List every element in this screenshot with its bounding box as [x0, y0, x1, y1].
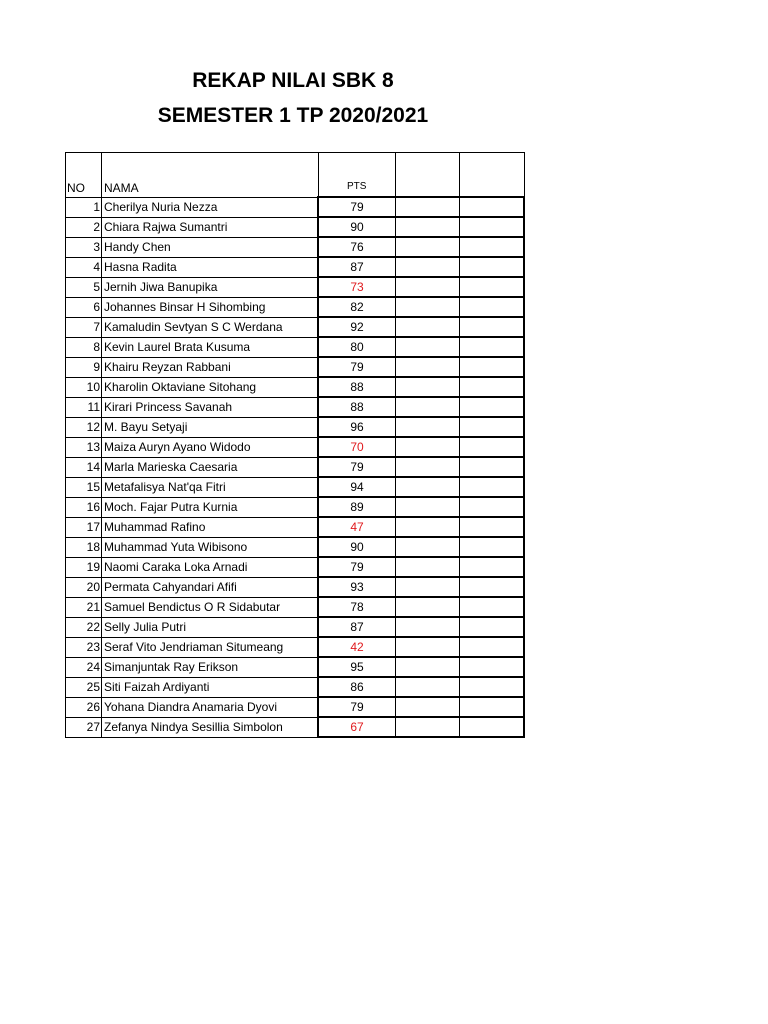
pts-score: 78 — [318, 597, 396, 617]
pts-score: 73 — [318, 277, 396, 297]
empty-score-cell-1 — [396, 417, 460, 437]
empty-score-cell-2 — [460, 337, 525, 357]
empty-score-cell-2 — [460, 237, 525, 257]
table-row — [66, 637, 525, 657]
table-row — [66, 197, 525, 217]
student-name: Siti Faizah Ardiyanti — [102, 677, 319, 697]
student-name: Hasna Radita — [102, 257, 319, 277]
empty-score-cell-1 — [396, 677, 460, 697]
row-number: 17 — [66, 517, 102, 537]
student-name: Naomi Caraka Loka Arnadi — [102, 557, 319, 577]
table-row — [66, 337, 525, 357]
pts-score: 94 — [318, 477, 396, 497]
pts-score: 82 — [318, 297, 396, 317]
row-number: 20 — [66, 577, 102, 597]
row-number: 23 — [66, 637, 102, 657]
empty-score-cell-1 — [396, 717, 460, 737]
student-name: Selly Julia Putri — [102, 617, 319, 637]
empty-score-cell-1 — [396, 537, 460, 557]
empty-score-cell-1 — [396, 257, 460, 277]
student-name: Johannes Binsar H Sihombing — [102, 297, 319, 317]
student-name: Jernih Jiwa Banupika — [102, 277, 319, 297]
empty-score-cell-2 — [460, 577, 525, 597]
student-name: Zefanya Nindya Sesillia Simbolon — [102, 717, 319, 737]
empty-score-cell-2 — [460, 217, 525, 237]
student-name: Kharolin Oktaviane Sitohang — [102, 377, 319, 397]
row-number: 16 — [66, 497, 102, 517]
header-no: NO — [66, 153, 102, 198]
empty-score-cell-2 — [460, 557, 525, 577]
pts-score: 47 — [318, 517, 396, 537]
student-name: Samuel Bendictus O R Sidabutar — [102, 597, 319, 617]
pts-score: 80 — [318, 337, 396, 357]
empty-score-cell-1 — [396, 277, 460, 297]
empty-score-cell-2 — [460, 537, 525, 557]
empty-score-cell-2 — [460, 657, 525, 677]
student-name: Chiara Rajwa Sumantri — [102, 217, 319, 237]
empty-score-cell-2 — [460, 297, 525, 317]
pts-score: 93 — [318, 577, 396, 597]
empty-score-cell-1 — [396, 377, 460, 397]
row-number: 14 — [66, 457, 102, 477]
pts-score: 89 — [318, 497, 396, 517]
empty-score-cell-1 — [396, 297, 460, 317]
empty-score-cell-1 — [396, 237, 460, 257]
row-number: 25 — [66, 677, 102, 697]
student-name: Khairu Reyzan Rabbani — [102, 357, 319, 377]
empty-score-cell-2 — [460, 417, 525, 437]
row-number: 8 — [66, 337, 102, 357]
empty-score-cell-2 — [460, 677, 525, 697]
empty-score-cell-2 — [460, 477, 525, 497]
empty-score-cell-2 — [460, 497, 525, 517]
empty-score-cell-1 — [396, 617, 460, 637]
empty-score-cell-1 — [396, 397, 460, 417]
student-name: Muhammad Yuta Wibisono — [102, 537, 319, 557]
header-nama: NAMA — [102, 153, 319, 198]
header-pts: PTS — [318, 153, 396, 198]
student-name: Kamaludin Sevtyan S C Werdana — [102, 317, 319, 337]
empty-score-cell-1 — [396, 657, 460, 677]
row-number: 15 — [66, 477, 102, 497]
student-name: Marla Marieska Caesaria — [102, 457, 319, 477]
table-row — [66, 377, 525, 397]
table-row — [66, 357, 525, 377]
empty-score-cell-2 — [460, 317, 525, 337]
student-name: Moch. Fajar Putra Kurnia — [102, 497, 319, 517]
table-row — [66, 477, 525, 497]
empty-score-cell-1 — [396, 357, 460, 377]
table-row — [66, 697, 525, 717]
empty-score-cell-1 — [396, 477, 460, 497]
row-number: 2 — [66, 217, 102, 237]
empty-score-cell-2 — [460, 197, 525, 217]
row-number: 3 — [66, 237, 102, 257]
student-name: Maiza Auryn Ayano Widodo — [102, 437, 319, 457]
header-extra-2 — [460, 153, 525, 198]
row-number: 19 — [66, 557, 102, 577]
empty-score-cell-2 — [460, 617, 525, 637]
pts-score: 87 — [318, 617, 396, 637]
student-name: Muhammad Rafino — [102, 517, 319, 537]
table-row — [66, 677, 525, 697]
table-row — [66, 537, 525, 557]
pts-score: 79 — [318, 457, 396, 477]
empty-score-cell-2 — [460, 397, 525, 417]
table-row — [66, 457, 525, 477]
row-number: 4 — [66, 257, 102, 277]
row-number: 12 — [66, 417, 102, 437]
pts-score: 92 — [318, 317, 396, 337]
pts-score: 87 — [318, 257, 396, 277]
table-row — [66, 417, 525, 437]
empty-score-cell-1 — [396, 517, 460, 537]
table-row — [66, 597, 525, 617]
row-number: 5 — [66, 277, 102, 297]
student-name: Cherilya Nuria Nezza — [102, 197, 319, 217]
row-number: 6 — [66, 297, 102, 317]
pts-score: 79 — [318, 557, 396, 577]
empty-score-cell-2 — [460, 377, 525, 397]
table-row — [66, 497, 525, 517]
pts-score: 79 — [318, 357, 396, 377]
table-row — [66, 617, 525, 637]
empty-score-cell-1 — [396, 597, 460, 617]
empty-score-cell-1 — [396, 317, 460, 337]
row-number: 18 — [66, 537, 102, 557]
student-name: Kevin Laurel Brata Kusuma — [102, 337, 319, 357]
empty-score-cell-1 — [396, 697, 460, 717]
empty-score-cell-2 — [460, 717, 525, 737]
empty-score-cell-1 — [396, 437, 460, 457]
row-number: 1 — [66, 197, 102, 217]
student-name: Metafalisya Nat'qa Fitri — [102, 477, 319, 497]
empty-score-cell-2 — [460, 697, 525, 717]
pts-score: 88 — [318, 397, 396, 417]
empty-score-cell-1 — [396, 557, 460, 577]
table-row — [66, 237, 525, 257]
table-row — [66, 437, 525, 457]
table-row — [66, 517, 525, 537]
table-row — [66, 257, 525, 277]
header-extra-1 — [396, 153, 460, 198]
empty-score-cell-2 — [460, 257, 525, 277]
document-title: REKAP NILAI SBK 8 — [192, 69, 394, 92]
student-name: M. Bayu Setyaji — [102, 417, 319, 437]
table-row — [66, 277, 525, 297]
row-number: 9 — [66, 357, 102, 377]
empty-score-cell-1 — [396, 197, 460, 217]
empty-score-cell-1 — [396, 217, 460, 237]
empty-score-cell-1 — [396, 577, 460, 597]
student-name: Yohana Diandra Anamaria Dyovi — [102, 697, 319, 717]
empty-score-cell-2 — [460, 357, 525, 377]
empty-score-cell-2 — [460, 597, 525, 617]
row-number: 13 — [66, 437, 102, 457]
pts-score: 96 — [318, 417, 396, 437]
row-number: 11 — [66, 397, 102, 417]
student-name: Kirari Princess Savanah — [102, 397, 319, 417]
pts-score: 76 — [318, 237, 396, 257]
student-name: Seraf Vito Jendriaman Situmeang — [102, 637, 319, 657]
row-number: 21 — [66, 597, 102, 617]
table-row — [66, 297, 525, 317]
table-row — [66, 217, 525, 237]
table-row — [66, 717, 525, 737]
pts-score: 86 — [318, 677, 396, 697]
student-name: Permata Cahyandari Afifi — [102, 577, 319, 597]
row-number: 24 — [66, 657, 102, 677]
pts-score: 70 — [318, 437, 396, 457]
student-name: Simanjuntak Ray Erikson — [102, 657, 319, 677]
row-number: 26 — [66, 697, 102, 717]
row-number: 22 — [66, 617, 102, 637]
empty-score-cell-2 — [460, 437, 525, 457]
row-number: 7 — [66, 317, 102, 337]
pts-score: 79 — [318, 197, 396, 217]
table-row — [66, 577, 525, 597]
grades-table — [65, 152, 525, 738]
table-row — [66, 557, 525, 577]
pts-score: 90 — [318, 537, 396, 557]
pts-score: 90 — [318, 217, 396, 237]
table-row — [66, 657, 525, 677]
empty-score-cell-2 — [460, 277, 525, 297]
empty-score-cell-2 — [460, 637, 525, 657]
document-subtitle: SEMESTER 1 TP 2020/2021 — [157, 104, 429, 127]
empty-score-cell-1 — [396, 337, 460, 357]
empty-score-cell-1 — [396, 637, 460, 657]
pts-score: 79 — [318, 697, 396, 717]
pts-score: 95 — [318, 657, 396, 677]
table-row — [66, 317, 525, 337]
empty-score-cell-1 — [396, 457, 460, 477]
pts-score: 42 — [318, 637, 396, 657]
pts-score: 88 — [318, 377, 396, 397]
empty-score-cell-2 — [460, 517, 525, 537]
table-row — [66, 397, 525, 417]
row-number: 10 — [66, 377, 102, 397]
row-number: 27 — [66, 717, 102, 737]
table-header-row — [66, 153, 525, 198]
empty-score-cell-1 — [396, 497, 460, 517]
student-name: Handy Chen — [102, 237, 319, 257]
empty-score-cell-2 — [460, 457, 525, 477]
pts-score: 67 — [318, 717, 396, 737]
table-body — [66, 197, 525, 737]
